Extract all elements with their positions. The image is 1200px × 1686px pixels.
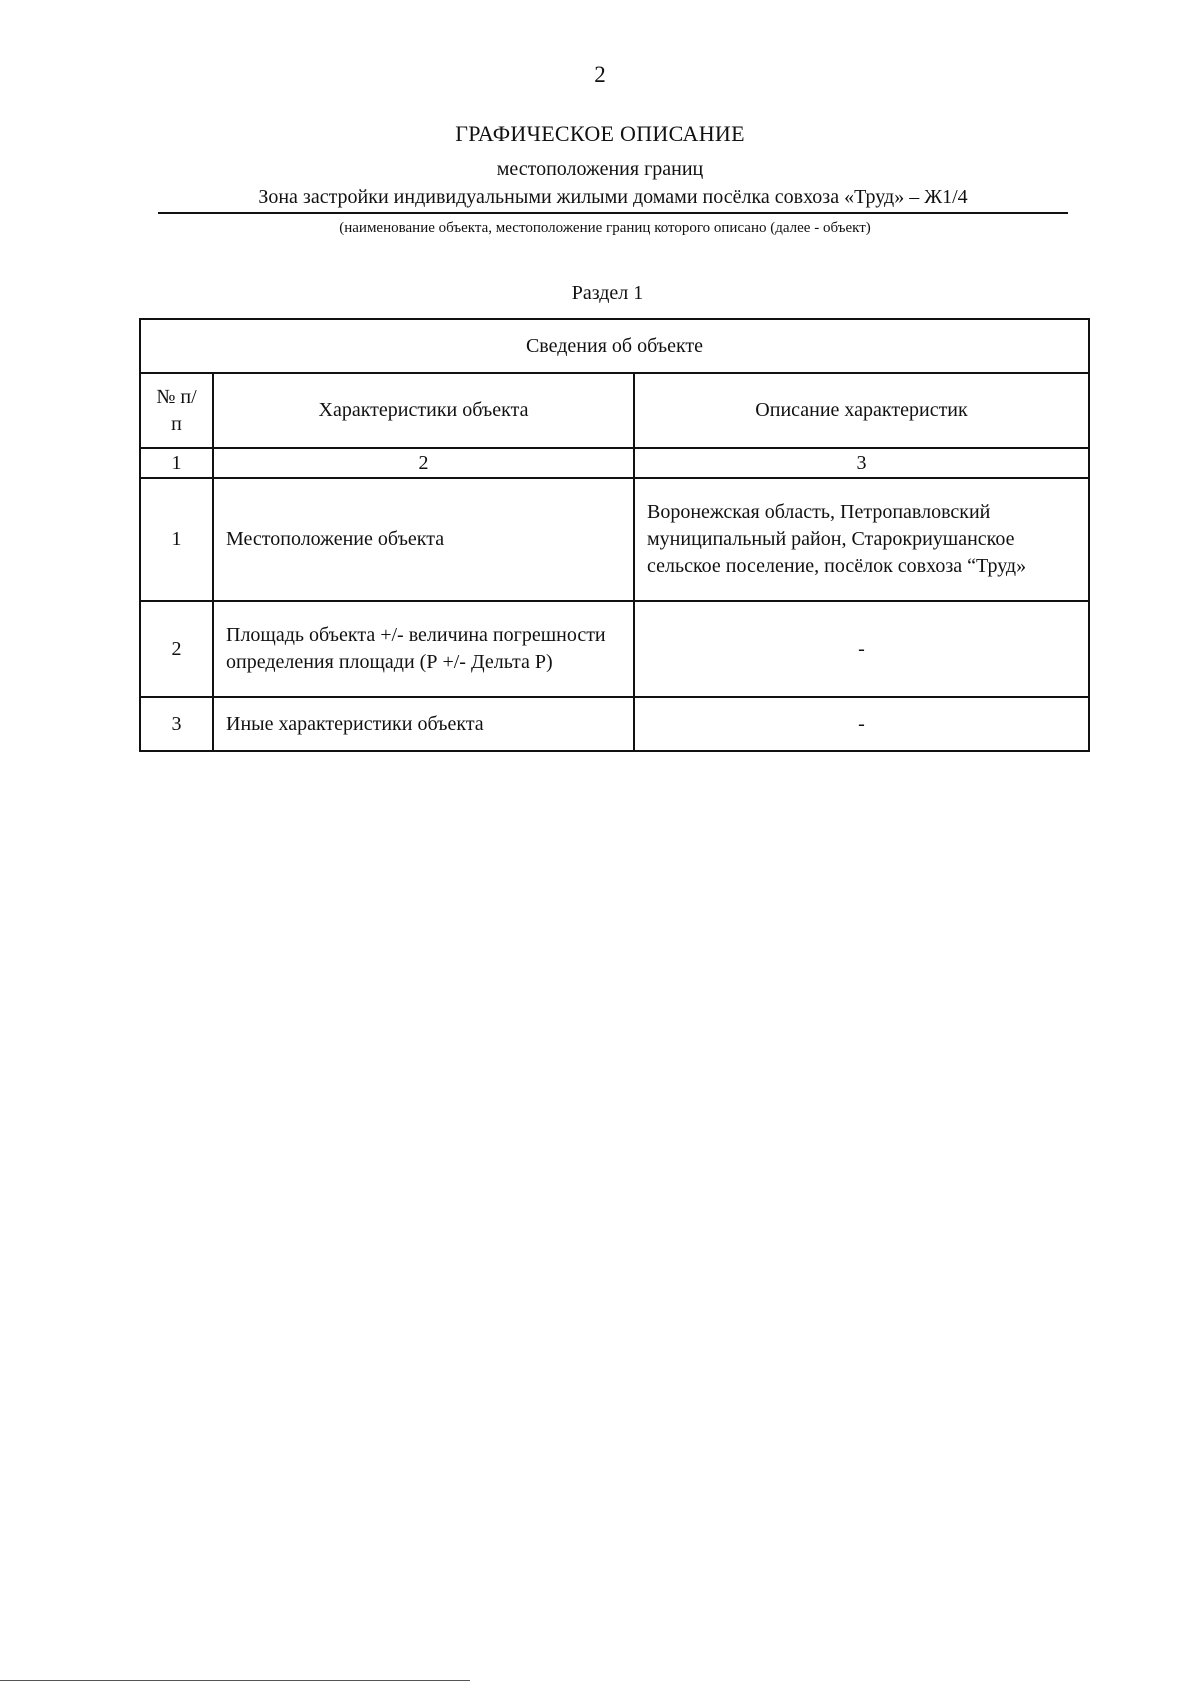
column-header-description: Описание характеристик — [634, 373, 1089, 448]
column-number-row — [140, 448, 1089, 478]
column-number: 3 — [634, 448, 1089, 478]
table-row — [140, 697, 1089, 751]
table-heading-row — [140, 319, 1089, 373]
object-name: Зона застройки индивидуальными жилыми домами посёлка совхоза «Труд» – Ж1/4 — [158, 186, 1068, 214]
table-row — [140, 478, 1089, 601]
bottom-divider — [0, 1680, 470, 1681]
row-number: 3 — [140, 697, 213, 751]
column-header-no: № п/п — [140, 373, 213, 448]
table-heading: Сведения об объекте — [140, 319, 1089, 373]
row-description: - — [634, 697, 1089, 751]
column-header-row — [140, 373, 1089, 448]
table-row — [140, 601, 1089, 697]
object-name-caption: (наименование объекта, местоположение границ которого описано (далее - объект) — [339, 220, 871, 236]
object-info-table — [139, 318, 1090, 752]
document-subtitle: местоположения границ — [496, 158, 704, 180]
column-number: 1 — [140, 448, 213, 478]
row-characteristic: Площадь объекта +/- величина погрешности определения площади (Р +/- Дельта Р) — [213, 601, 634, 697]
row-characteristic: Иные характеристики объекта — [213, 697, 634, 751]
row-characteristic: Местоположение объекта — [213, 478, 634, 601]
row-number: 2 — [140, 601, 213, 697]
row-number: 1 — [140, 478, 213, 601]
page-number: 2 — [594, 62, 606, 87]
column-number: 2 — [213, 448, 634, 478]
document-title: ГРАФИЧЕСКОЕ ОПИСАНИЕ — [455, 121, 745, 146]
section-label: Раздел 1 — [571, 282, 644, 304]
row-description: - — [634, 601, 1089, 697]
row-description: Воронежская область, Петропавловский муниципальный район, Старокриушанское сельское поселение, посёлок совхоза “Труд» — [634, 478, 1089, 601]
column-header-characteristic: Характеристики объекта — [213, 373, 634, 448]
